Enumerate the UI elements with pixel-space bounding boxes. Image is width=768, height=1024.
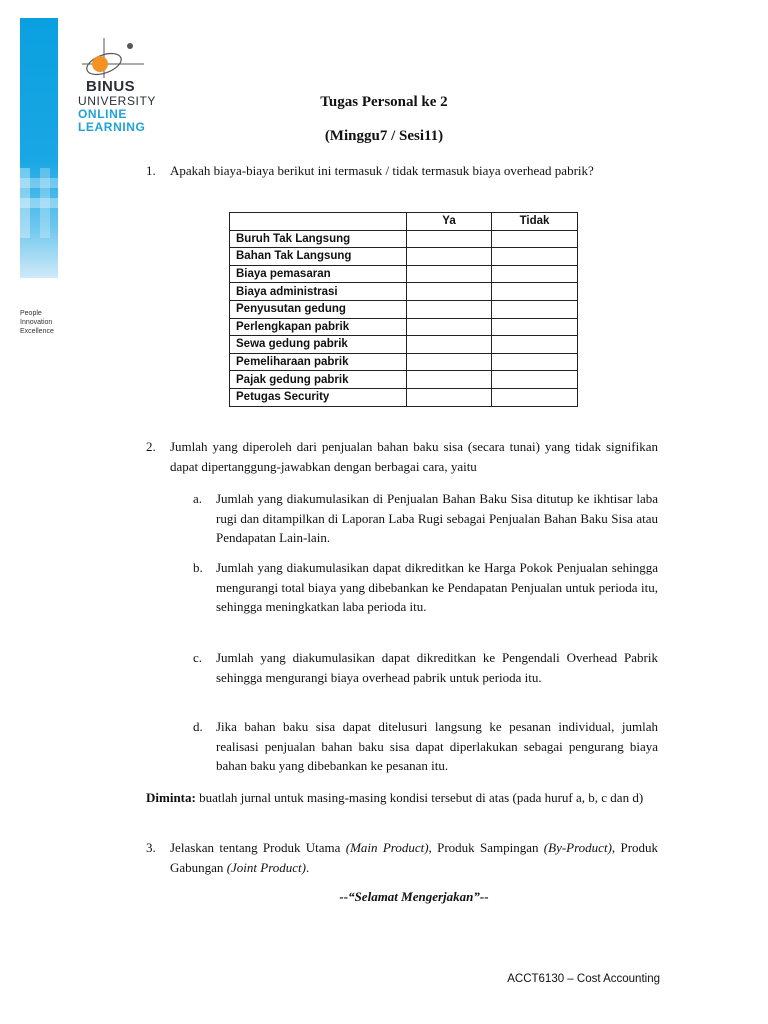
cell-ya <box>407 318 492 336</box>
cell-tidak <box>492 283 578 301</box>
row-label: Pemeliharaan pabrik <box>230 353 407 371</box>
table-row <box>230 230 578 248</box>
q3-italic2: (By-Product) <box>543 840 612 855</box>
sub-item-a <box>193 489 658 548</box>
logo-line4: LEARNING <box>78 120 146 134</box>
logo-line2: UNIVERSITY <box>78 94 157 108</box>
binus-logo-icon <box>78 36 148 80</box>
diminta-label: Diminta: <box>146 790 196 805</box>
question-1-text: Apakah biaya-biaya berikut ini termasuk / tidak termasuk biaya overhead pabrik? <box>170 163 594 178</box>
cell-ya <box>407 283 492 301</box>
question-3-number: 3. <box>146 840 156 855</box>
footer-course-code: ACCT6130 – Cost Accounting <box>507 973 660 985</box>
row-label: Sewa gedung pabrik <box>230 336 407 354</box>
question-2-number: 2. <box>146 439 156 454</box>
cell-tidak <box>492 265 578 283</box>
overhead-table <box>229 212 578 407</box>
q3-part4: . <box>306 860 310 875</box>
sidebar-pixel-pattern <box>20 168 58 238</box>
cell-tidak <box>492 353 578 371</box>
table-row <box>230 336 578 354</box>
diminta-text: buatlah jurnal untuk masing-masing kondisi tersebut di atas (pada huruf a, b, c dan d) <box>195 790 644 805</box>
sub-item-text: Jumlah yang diakumulasikan di Penjualan Bahan Baku Sisa ditutup ke ikhtisar laba rugi dan ditampilkan di Laporan Laba Rugi sebagai Penjualan Bahan Baku Sisa atau Pendapatan Lain-lain. <box>216 491 658 545</box>
sub-item-text: Jumlah yang diakumulasikan dapat dikreditkan ke Harga Pokok Penjualan sehingga mengurangi total biaya yang dibebankan ke Pendapatan Penjualan untuk perioda itu, sehingga meningkatkan laba perioda itu. <box>216 560 658 614</box>
table-row <box>230 371 578 389</box>
sub-item-text: Jumlah yang diakumulasikan dapat dikreditkan ke Pengendali Overhead Pabrik sehingga mengurangi biaya overhead pabrik untuk perioda itu. <box>216 650 658 685</box>
logo-line3: ONLINE <box>78 107 127 121</box>
row-label: Penyusutan gedung <box>230 300 407 318</box>
cell-tidak <box>492 371 578 389</box>
question-1-number: 1. <box>146 163 156 178</box>
row-label: Petugas Security <box>230 388 407 406</box>
question-2 <box>146 437 658 477</box>
sub-item-letter: d. <box>193 719 203 734</box>
cell-ya <box>407 353 492 371</box>
q3-part1: Jelaskan tentang Produk Utama <box>170 840 346 855</box>
table-row <box>230 300 578 318</box>
question-2-text: Jumlah yang diperoleh dari penjualan bahan baku sisa (secara tunai) yang tidak signifikan dapat dipertanggung-jawabkan dengan berbagai cara, yaitu <box>170 439 658 474</box>
cell-ya <box>407 336 492 354</box>
cell-tidak <box>492 388 578 406</box>
cell-ya <box>407 388 492 406</box>
sub-item-d <box>193 717 658 776</box>
sub-item-c <box>193 648 658 687</box>
brand-tagline <box>20 309 54 336</box>
table-header-tidak: Tidak <box>492 213 578 231</box>
question-3-text <box>170 838 658 878</box>
sub-item-text: Jika bahan baku sisa dapat ditelusuri langsung ke pesanan individual, jumlah realisasi penjualan bahan baku sisa dapat diperlakukan sebagai pengurang biaya bahan baku yang dibebankan ke pesanan itu. <box>216 719 658 773</box>
tagline-people: People <box>20 310 42 317</box>
table-row <box>230 283 578 301</box>
table-row <box>230 318 578 336</box>
sub-item-b <box>193 558 658 617</box>
table-header-blank <box>230 213 407 231</box>
cell-ya <box>407 265 492 283</box>
row-label: Perlengkapan pabrik <box>230 318 407 336</box>
cell-tidak <box>492 300 578 318</box>
cell-ya <box>407 248 492 266</box>
sub-item-letter: a. <box>193 491 203 506</box>
cell-tidak <box>492 318 578 336</box>
cell-ya <box>407 371 492 389</box>
q3-part3: , Produk Gabungan <box>170 840 659 875</box>
row-label: Biaya pemasaran <box>230 265 407 283</box>
closing-message: --“Selamat Mengerjakan”-- <box>339 889 489 904</box>
page-title: Tugas Personal ke 2 <box>320 94 448 110</box>
table-header-ya: Ya <box>407 213 492 231</box>
row-label: Pajak gedung pabrik <box>230 371 407 389</box>
sub-item-letter: b. <box>193 560 203 575</box>
question-3 <box>146 838 658 878</box>
page-subtitle: (Minggu7 / Sesi11) <box>324 128 444 144</box>
cell-tidak <box>492 248 578 266</box>
tagline-innovation: Innovation <box>20 319 53 326</box>
cell-tidak <box>492 336 578 354</box>
q3-part2: Produk Sampingan <box>431 840 544 855</box>
q3-italic3: (Joint Product) <box>226 860 306 875</box>
brand-sidebar-stripe <box>20 18 58 278</box>
logo-line1: BINUS <box>86 78 136 95</box>
cell-tidak <box>492 230 578 248</box>
q3-italic1: (Main Product), <box>345 840 432 855</box>
table-header-row <box>230 213 578 231</box>
row-label: Biaya administrasi <box>230 283 407 301</box>
tagline-excellence: Excellence <box>20 328 54 335</box>
cell-ya <box>407 230 492 248</box>
binus-logo <box>78 36 208 136</box>
row-label: Bahan Tak Langsung <box>230 248 407 266</box>
sub-item-letter: c. <box>193 650 203 665</box>
diminta-paragraph <box>146 788 658 808</box>
table-row <box>230 265 578 283</box>
row-label: Buruh Tak Langsung <box>230 230 407 248</box>
question-1 <box>146 161 658 181</box>
table-row <box>230 353 578 371</box>
table-row <box>230 388 578 406</box>
cell-ya <box>407 300 492 318</box>
table-row <box>230 248 578 266</box>
